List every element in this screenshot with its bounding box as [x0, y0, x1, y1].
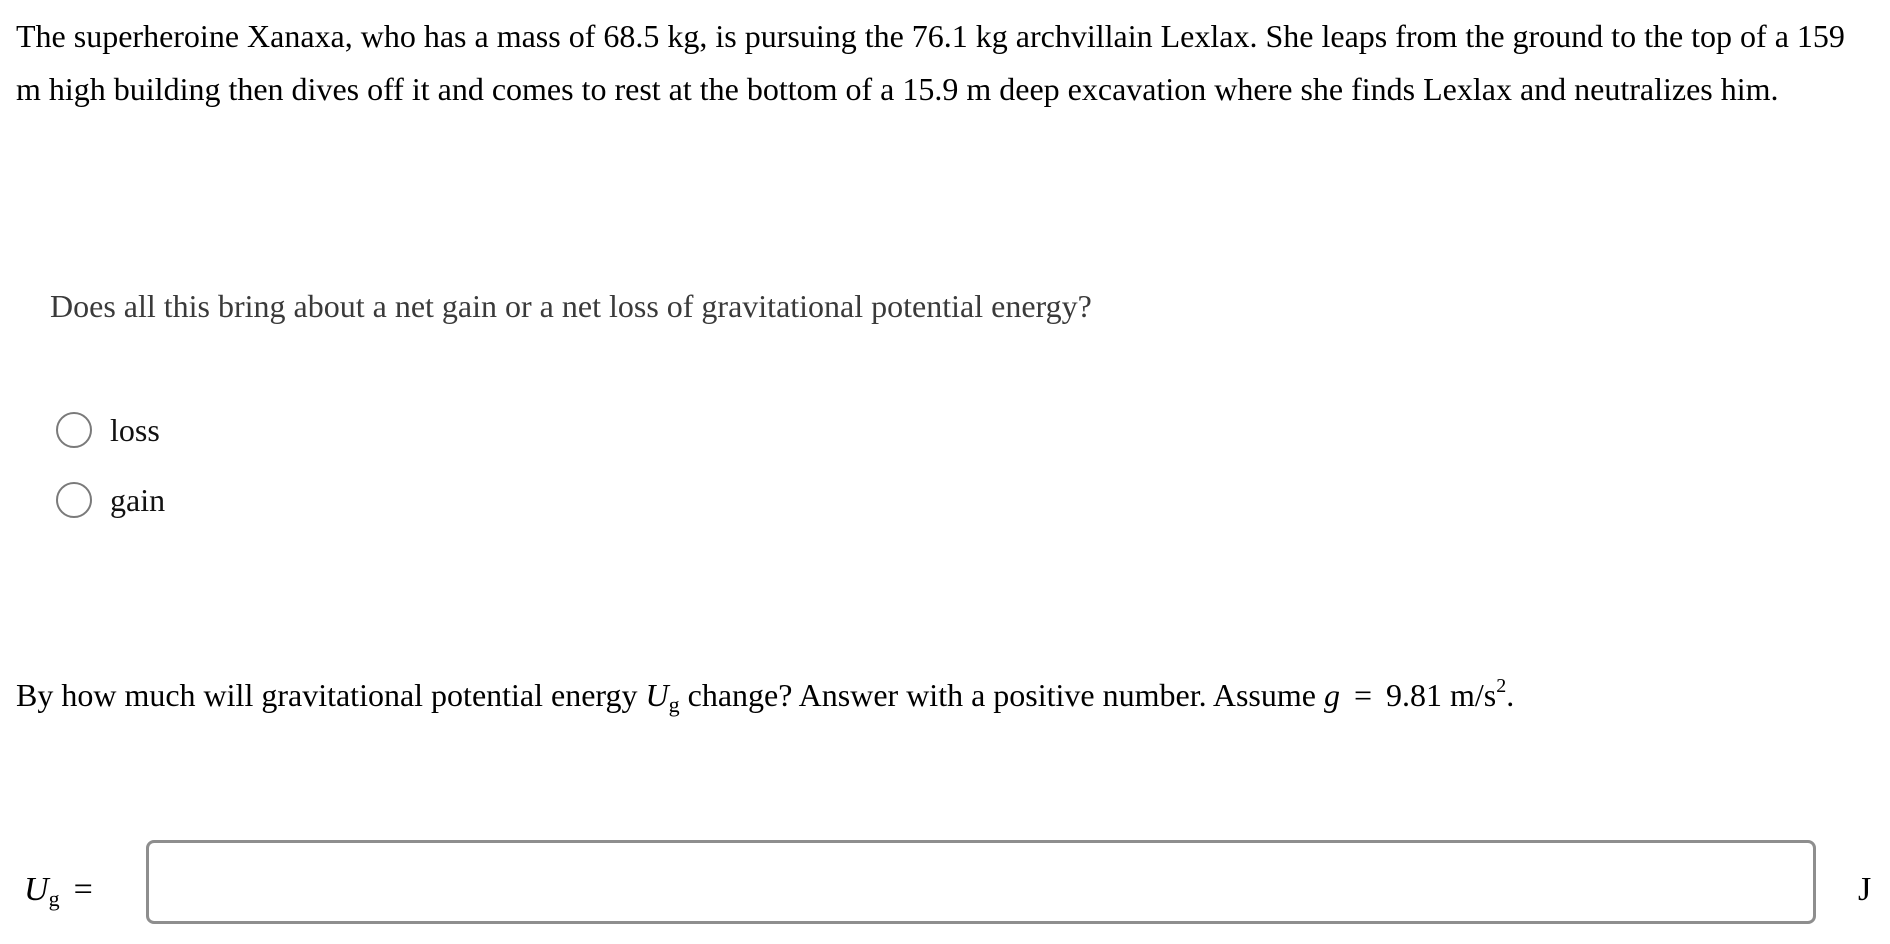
radio-gain[interactable]	[56, 482, 92, 518]
option-loss-label: loss	[110, 412, 160, 448]
answer-equals-sign: =	[73, 871, 93, 908]
question-text-part2: change? Answer with a positive number. Assume	[679, 677, 1324, 713]
option-gain-label: gain	[110, 482, 166, 518]
equals-sign: =	[1353, 677, 1372, 713]
ug-variable: U	[645, 677, 669, 713]
radio-loss[interactable]	[56, 412, 92, 448]
g-value: 9.81 m/s	[1385, 677, 1497, 713]
question-energy-change	[16, 664, 1514, 727]
g-symbol: g	[1323, 677, 1340, 713]
unit-label: J	[1858, 871, 1872, 908]
ug-subscript: g	[668, 692, 680, 717]
option-gain[interactable]	[56, 480, 165, 520]
question-end: .	[1506, 677, 1515, 713]
answer-input[interactable]	[146, 840, 1816, 924]
g-exponent: 2	[1496, 675, 1507, 697]
answer-label	[24, 868, 107, 921]
option-loss[interactable]	[56, 410, 160, 450]
problem-statement: The superheroine Xanaxa, who has a mass of 68.5 kg, is pursuing the 76.1 kg archvillain Lexlax. She leaps from the ground to the top of a 159 m high building then dives off it and comes to rest at the bottom of a 15.9 m deep excavation where she finds Lexlax and neutralizes him.	[16, 18, 1845, 107]
answer-ug-subscript: g	[48, 886, 60, 911]
question-gain-or-loss: Does all this bring about a net gain or a net loss of gravitational potential energy?	[50, 288, 1092, 324]
answer-ug-variable: U	[24, 871, 49, 908]
question-text-part1: By how much will gravitational potential energy	[16, 677, 646, 713]
